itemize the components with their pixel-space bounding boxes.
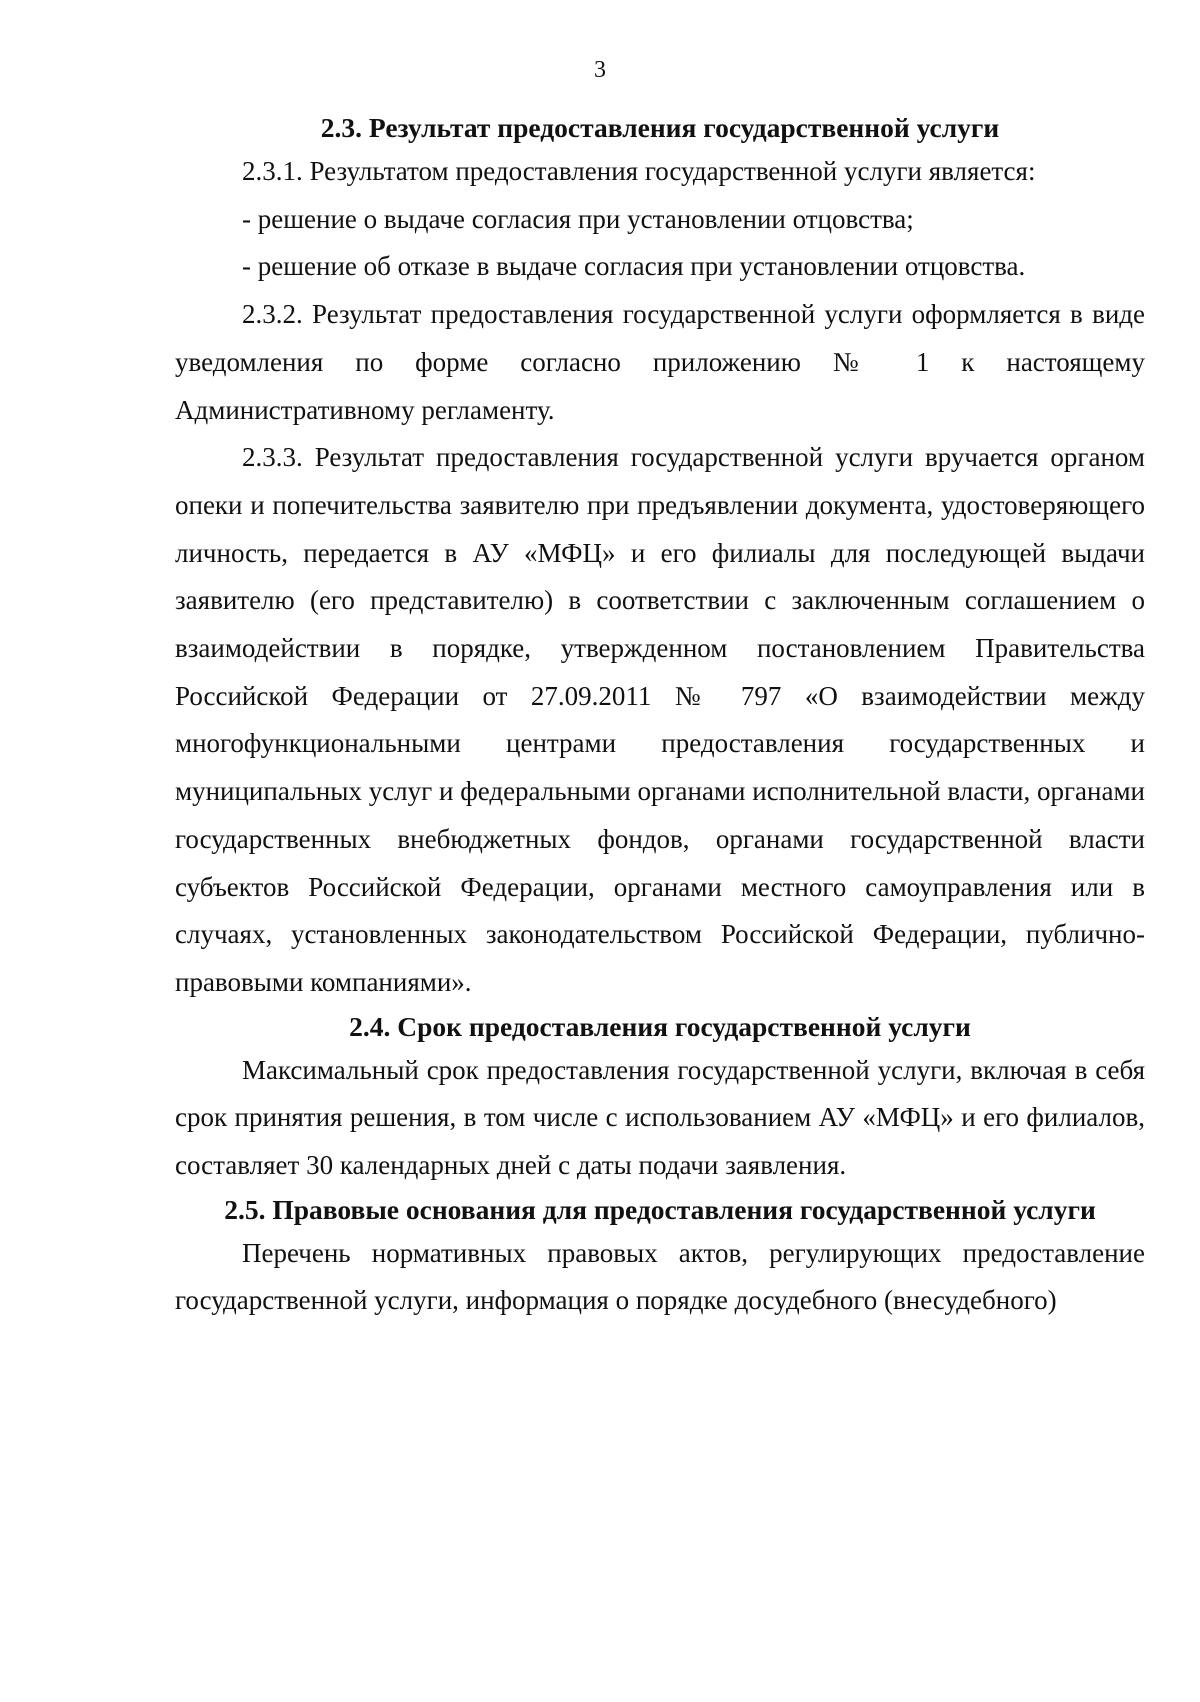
paragraph-2-5: Перечень нормативных правовых актов, регулирующих предоставление государственной услуги, информация о порядке досудебного (внесудебного) (175, 1237, 1145, 1316)
section-heading-2-3: 2.3. Результат предоставления государственной услуги (320, 112, 1000, 143)
paragraph-2-3-1-item-2: - решение об отказе в выдаче согласия при установлении отцовства. (242, 251, 1026, 282)
document-body (175, 108, 1145, 1325)
paragraph-2-3-3: 2.3.3. Результат предоставления государственной услуги вручается органом опеки и попечительства заявителю при предъявлении документа, удостоверяющего личность, передается в АУ «МФЦ» и его филиалы для последующей выдачи заявителю (его представителю) в соответствии с заключенным соглашением о взаимодействии в порядке, утвержденном постановлением Правительства Российской Федерации от 27.09.2011 № 797 «О взаимодействии между многофункциональными центрами предоставления государственных и муниципальных услуг и федеральными органами исполнительной власти, органами государственных внебюджетных фондов, органами государственной власти субъектов Российской Федерации, органами местного самоуправления или в случаях, установленных законодательством Российской Федерации, публично-правовыми компаниями». (175, 442, 1145, 997)
paragraph-2-3-1: 2.3.1. Результатом предоставления государственной услуги является: (242, 156, 1036, 186)
paragraph-2-3-2: 2.3.2. Результат предоставления государственной услуги оформляется в виде уведомления по форме согласно приложению № 1 к настоящему Административному регламенту. (175, 299, 1145, 425)
paragraph-2-4: Максимальный срок предоставления государственной услуги, включая в себя срок принятия решения, в том числе с использованием АУ «МФЦ» и его филиалов, составляет 30 календарных дней с даты подачи заявления. (175, 1054, 1145, 1181)
paragraph-2-3-1-item-1: - решение о выдаче согласия при установлении отцовства; (242, 203, 914, 234)
page-number: 3 (594, 57, 606, 83)
section-heading-2-5: 2.5. Правовые основания для предоставления государственной услуги (224, 1193, 1096, 1225)
section-heading-2-4: 2.4. Срок предоставления государственной услуги (349, 1010, 971, 1042)
